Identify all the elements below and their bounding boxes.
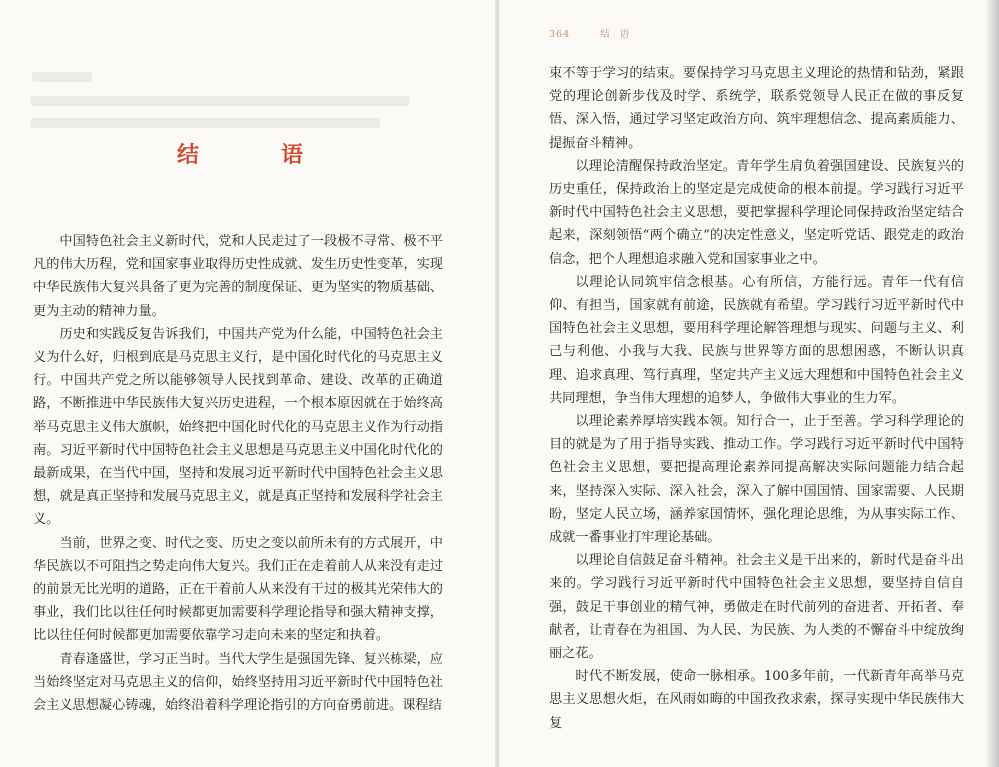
- paragraph: 以理论素养厚培实践本领。知行合一，止于至善。学习科学理论的目的就是为了用于指导实践、推动工作。学习践行习近平新时代中国特色社会主义思想，要把提高理论素养同提高解决实际问题能力结合起来，坚持深入实际、深入社会，深入了解中国国情、国家需要、人民期盼，坚定人民立场，涵养家国情怀，强化理论思维，为从事实际工作、成就一番事业打牢理论基础。: [549, 414, 964, 546]
- paragraph: 时代不断发展，使命一脉相承。100多年前，一代新青年高举马克思主义思想火炬，在风雨如晦的中国孜孜求索，探寻实现中华民族伟大复: [549, 669, 964, 731]
- running-head: [549, 26, 639, 40]
- paragraph: 以理论认同筑牢信念根基。心有所信，方能行远。青年一代有信仰、有担当，国家就有前途，民族就有希望。学习践行习近平新时代中国特色社会主义思想，要用科学理论解答理想与现实、问题与主义、利己与利他、小我与大我、民族与世界等方面的思想困惑，不断认识真理、追求真理、笃行真理，坚定共产主义远大理想和中国特色社会主义共同理想，争当伟大理想的追梦人，争做伟大事业的生力军。: [549, 274, 964, 406]
- chapter-title: 结 语: [176, 142, 333, 168]
- right-body-text: [549, 62, 964, 735]
- paragraph: 以理论清醒保持政治坚定。青年学生肩负着强国建设、民族复兴的历史重任，保持政治上的坚定是完成使命的根本前提。学习践行习近平新时代中国特色社会主义思想，要把掌握科学理论同保持政治坚定结合起来，深刻领悟“两个确立”的决定性意义，坚定听党话、跟党走的政治信念，把个人理想追求融入党和国家事业之中。: [549, 158, 964, 267]
- paragraph: 青春逢盛世，学习正当时。当代大学生是强国先锋、复兴栋梁，应当始终坚定对马克思主义的信仰，始终坚持用习近平新时代中国特色社会主义思想凝心铸魂，始终沿着科学理论指引的方向奋勇前进。课程结: [33, 651, 443, 714]
- bleed-through-shadow: [32, 72, 92, 82]
- left-page: [0, 0, 497, 767]
- bleed-through-shadow: [30, 118, 380, 128]
- running-title: 结语: [600, 29, 640, 40]
- right-page: [499, 0, 999, 767]
- paragraph: 当前，世界之变、时代之变、历史之变以前所未有的方式展开，中华民族以不可阻挡之势走向伟大复兴。我们正在走着前人从来没有走过的前景无比光明的道路，正在干着前人从来没有干过的极其光荣伟大的事业，我们比以往任何时候都更加需要科学理论指导和强大精神支撑，比以往任何时候都更加需要依靠学习走向未来的坚定和执着。: [33, 535, 443, 644]
- paragraph: 中国特色社会主义新时代，党和人民走过了一段极不寻常、极不平凡的伟大历程，党和国家事业取得历史性成就、发生历史性变革，实现中华民族伟大复兴具备了更为完善的制度保证、更为坚实的物质基础、更为主动的精神力量。: [33, 234, 443, 319]
- page-number: 364: [549, 29, 571, 40]
- bleed-through-shadow: [30, 96, 410, 106]
- page-edge-shadow: [985, 0, 999, 767]
- paragraph: 历史和实践反复告诉我们，中国共产党为什么能，中国特色社会主义为什么好，归根到底是马克思主义行，是中国化时代化的马克思主义行。中国共产党之所以能够领导人民找到革命、建设、改革的正确道路，不断推进中华民族伟大复兴历史进程，一个根本原因就在于始终高举马克思主义伟大旗帜，始终把中国化时代化的马克思主义作为行动指南。习近平新时代中国特色社会主义思想是马克思主义中国化时代化的最新成果，在当代中国，坚持和发展习近平新时代中国特色社会主义思想，就是真正坚持和发展马克思主义，就是真正坚持和发展科学社会主义。: [33, 326, 443, 528]
- left-body-text: [33, 230, 443, 717]
- paragraph-continuation: 束不等于学习的结束。要保持学习马克思主义理论的热情和钻劲，紧跟党的理论创新步伐及时学、系统学，联系党领导人民正在做的事反复悟、深入悟，通过学习坚定政治方向、筑牢理想信念、提高素质能力、提振奋斗精神。: [549, 66, 964, 151]
- paragraph: 以理论自信鼓足奋斗精神。社会主义是干出来的，新时代是奋斗出来的。学习践行习近平新时代中国特色社会主义思想，要坚持自信自强，鼓足干事创业的精气神，勇做走在时代前列的奋进者、开拓者、奉献者，让青春在为祖国、为人民、为民族、为人类的不懈奋斗中绽放绚丽之花。: [549, 553, 964, 662]
